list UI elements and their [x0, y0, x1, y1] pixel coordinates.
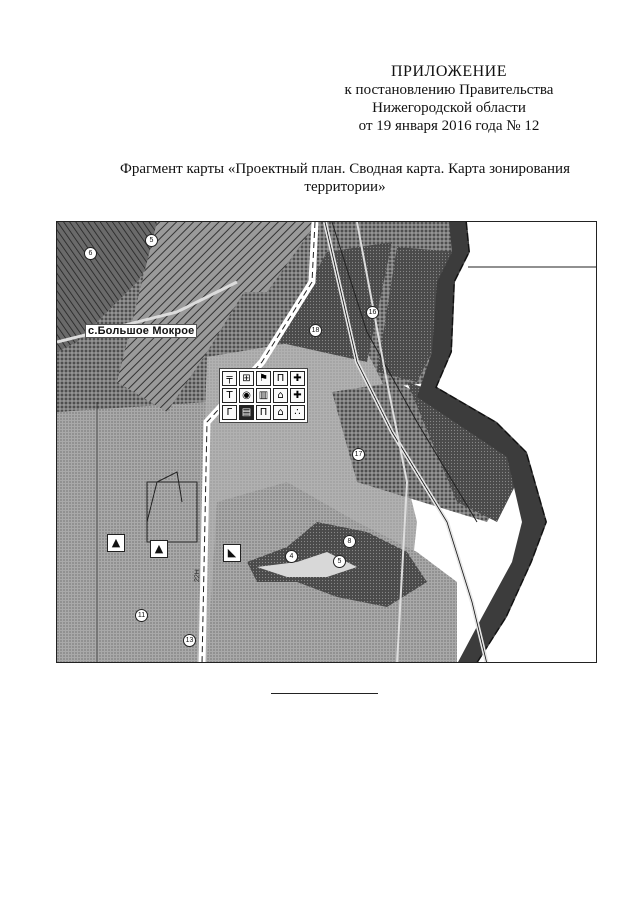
zone-number-18: 18: [309, 324, 322, 337]
map-fragment: [56, 221, 597, 663]
house-icon: ⌂: [273, 388, 288, 403]
zone-number-5-north: 5: [145, 234, 158, 247]
zone-number-17: 17: [352, 448, 365, 461]
legend-icon-grid: [219, 368, 308, 423]
caption-line-2: территории»: [304, 179, 386, 195]
zone-number-8: 8: [343, 535, 356, 548]
header-line-3: от 19 января 2016 года № 12: [358, 118, 540, 134]
book-icon-2: ▤: [239, 405, 254, 420]
book-icon: ⊞: [239, 371, 254, 386]
zone-number-11: 11: [135, 609, 148, 622]
closing-rule: [271, 693, 378, 694]
house-icon-2: ⌂: [273, 405, 288, 420]
sign-icon: Г: [222, 405, 237, 420]
zone-number-13: 13: [183, 634, 196, 647]
mountain-icon: ◣: [223, 544, 241, 562]
circle-icon: ◉: [239, 388, 254, 403]
shop-icon-2: П: [256, 405, 271, 420]
header-line-2: Нижегородской области: [372, 100, 526, 116]
zone-number-6: 6: [84, 247, 97, 260]
terrain-southwest: [57, 402, 207, 663]
medical-cross-icon-2: ✚: [290, 388, 305, 403]
road-sign-icon: ╤: [222, 371, 237, 386]
building-icon: ▥: [256, 388, 271, 403]
dots-icon: ∴: [290, 405, 305, 420]
shop-icon: П: [273, 371, 288, 386]
road-label: 22Н: [194, 569, 202, 583]
place-label-bolshoe-mokroe: с.Большое Мокрое: [85, 324, 197, 338]
map-caption: [100, 160, 590, 196]
tent-icon: ▲: [107, 534, 125, 552]
medical-cross-icon: ✚: [290, 371, 305, 386]
zone-number-4: 4: [285, 550, 298, 563]
appendix-title: ПРИЛОЖЕНИЕ: [390, 63, 507, 80]
flag-icon: ⚑: [256, 371, 271, 386]
map-graphic: [57, 222, 597, 663]
zone-number-16: 16: [366, 306, 379, 319]
zone-number-5: 5: [333, 555, 346, 568]
caption-line-1: Фрагмент карты «Проектный план. Сводная карта. Карта зонирования: [120, 161, 570, 177]
tent-icon-2: ▲: [150, 540, 168, 558]
header-line-1: к постановлению Правительства: [344, 82, 554, 98]
monument-icon: T: [222, 388, 237, 403]
document-header: [334, 62, 564, 135]
